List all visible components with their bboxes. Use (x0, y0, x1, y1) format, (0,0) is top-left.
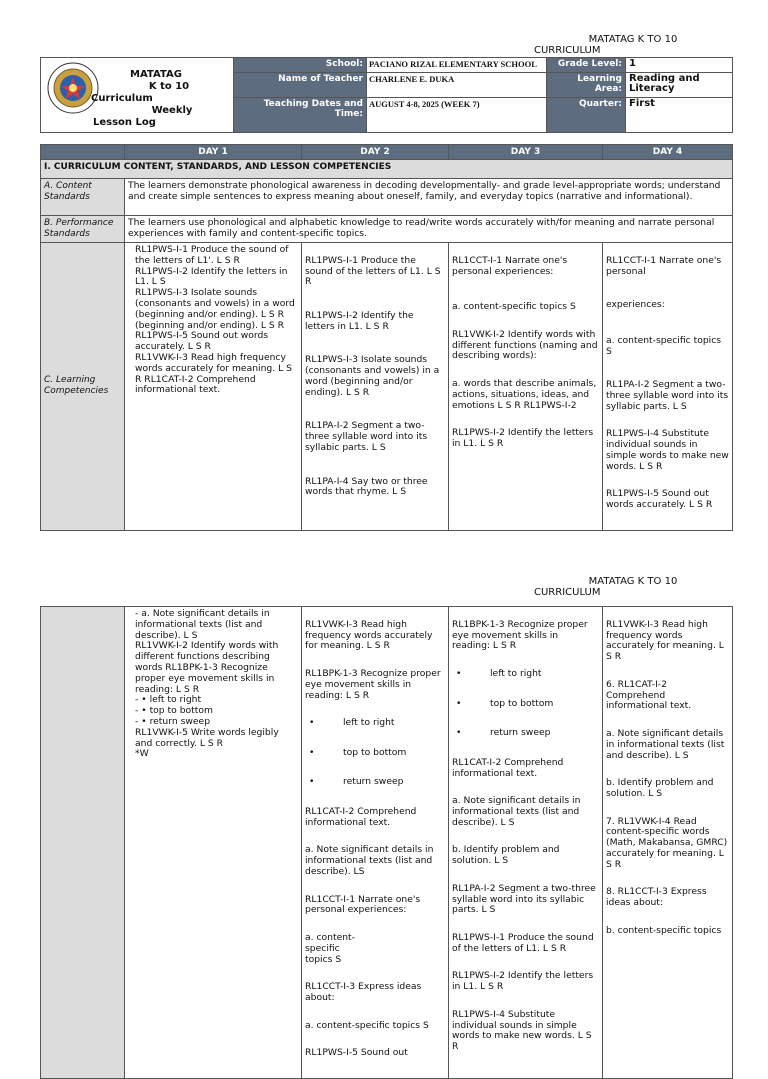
p2-day2-item: RL1CAT-I-2 Comprehend informational text. (305, 805, 417, 828)
learning-competencies-label: C. Learning Competencies (41, 243, 125, 531)
quarter-label: Quarter: (547, 97, 626, 132)
teacher-value: CHARLENE E. DUKA (367, 72, 547, 97)
dll-title-line4: Weekly (151, 105, 193, 116)
p2-day2-item: RL1VWK-I-3 Read high frequency words accurately for meaning. L S R (305, 618, 433, 652)
day-header-4: DAY 4 (603, 145, 733, 160)
p2-day2-item: a. content- specific topics S (305, 931, 355, 965)
comp-day2-item: RL1PWS-I-3 Isolate sounds (consonants and vowels) in a word (beginning and/or ending). L S R (305, 354, 440, 398)
p2-day2-item: RL1PWS-I-5 Sound out (305, 1047, 408, 1059)
comp-day4-item: RL1PWS-I-4 Substitute individual sounds in simple words to make new words. L S R (606, 428, 729, 472)
comp-day4-item: a. content-specific topics S (606, 334, 722, 357)
p2-day3-item: RL1CAT-I-2 Comprehend informational text. (452, 756, 564, 779)
page2-day2 (302, 607, 449, 1079)
comp-day2-item: RL1PA-I-2 Segment a two-three syllable word into its syllabic parts. L S (305, 420, 428, 453)
p2-day3-bullet: • return sweep (452, 728, 599, 739)
p2-day3-item: RL1PWS-I-4 Substitute individual sounds in simple words to make new words. L S R (452, 1008, 592, 1053)
p2-day2-item: a. content-specific topics S (305, 1019, 429, 1031)
school-value: PACIANO RIZAL ELEMENTARY SCHOOL (367, 58, 547, 73)
p2-day4-item: b. content-specific topics (606, 924, 722, 936)
p2-day3-item: RL1BPK-1-3 Recognize proper eye movement skills in reading: L S R (452, 618, 588, 652)
p2-day3-item: RL1PWS-I-1 Produce the sound of the letters of L1. L S R (452, 931, 594, 954)
curriculum-header-page2 (520, 576, 710, 598)
comp-day3-item: RL1PWS-I-2 Identify the letters in L1. L S R (452, 427, 594, 449)
comp-day2-item: RL1PWS-I-1 Produce the sound of the letters of L1. L S R (305, 254, 441, 288)
p2-day4-item: 6. RL1CAT-I-2 Comprehend informational text. (606, 678, 692, 712)
grade-value: 1 (626, 58, 733, 73)
competencies-table-page2 (40, 606, 733, 1079)
comp-day2-item: RL1PA-I-4 Say two or three words that rhyme. L S (305, 475, 428, 498)
day-header-1: DAY 1 (125, 145, 302, 160)
day-header-3: DAY 3 (449, 145, 603, 160)
page2-day3 (449, 607, 603, 1079)
p2-day4-item: 7. RL1VWK-I-4 Read content-specific words (Math, Makabansa, GMRC) accurately for meaning. L S R (606, 815, 728, 870)
page2-day1: - a. Note significant details in informational texts (list and describe). L S RL1VWK-I-2 Identify words with different functions describing words RL1BPK-1-3 Recognize proper eye movement skills in reading: L S R - • left to right - • top to bottom - • return sweep RL1VWK-I-5 Write words legibly and correctly. L S R *W (125, 607, 302, 1079)
competencies-table (40, 144, 733, 531)
p2-day3-item: a. Note significant details in informational texts (list and describe). L S (452, 795, 581, 828)
p2-day2-item: RL1BPK-1-3 Recognize proper eye movement skills in reading: L S R (305, 667, 441, 701)
p2-day2-item: a. Note significant details in informational texts (list and describe). LS (305, 844, 434, 877)
competencies-day4 (603, 243, 733, 531)
p2-day4-item: b. Identify problem and solution. L S (606, 777, 714, 799)
competencies-day2 (302, 243, 449, 531)
comp-day3-item: RL1VWK-I-2 Identify words with different functions (naming and describing words): (452, 328, 598, 362)
teacher-label: Name of Teacher (234, 72, 367, 97)
curriculum-title-line2: CURRICULUM (534, 587, 601, 598)
day-header-2: DAY 2 (302, 145, 449, 160)
p2-day2-bullet: • return sweep (305, 777, 445, 788)
competencies-day3 (449, 243, 603, 531)
curriculum-title-line2: CURRICULUM (534, 45, 601, 56)
dll-title-line1: MATATAG (130, 69, 182, 80)
school-label: School: (234, 58, 367, 73)
grade-label: Grade Level: (547, 58, 626, 73)
header-info-table (40, 57, 733, 133)
curriculum-title-line1: MATATAG K TO 10 (588, 34, 678, 45)
dates-label: Teaching Dates and Time: (234, 97, 367, 132)
curriculum-title-line1: MATATAG K TO 10 (588, 576, 678, 587)
p2-day3-item: b. Identify problem and solution. L S (452, 844, 560, 867)
competencies-day1: RL1PWS-I-1 Produce the sound of the letters of L1'. L S R RL1PWS-I-2 Identify the letters in L1. L S RL1PWS-I-3 Isolate sounds (consonants and vowels) in a word (beginning and/or ending). L S R (beginning and/or ending). L S R RL1PWS-I-5 Sound out words accurately. L S R RL1VWK-I-3 Read high frequency words accurately for meaning. L S R RL1CAT-I-2 Comprehend informational text. (125, 243, 302, 531)
comp-day4-item: experiences: (606, 299, 665, 311)
dll-title-line5: Lesson Log (93, 117, 156, 128)
p2-day2-bullet: • top to bottom (305, 748, 445, 759)
comp-day2-item: RL1PWS-I-2 Identify the letters in L1. L S R (305, 309, 414, 332)
area-value: Reading and Literacy (626, 72, 733, 97)
p2-day3-bullet: • top to bottom (452, 699, 599, 710)
p2-day3-item: RL1PA-I-2 Segment a two-three syllable word into its syllabic parts. L S (452, 882, 596, 916)
p2-day2-item: RL1CCT-I-3 Express ideas about: (305, 981, 422, 1003)
p2-day3-item: RL1PWS-I-2 Identify the letters in L1. L S R (452, 970, 594, 993)
day-header-blank (41, 145, 125, 160)
page2-label-cell (41, 607, 125, 1079)
dll-title-line3: Curriculum (91, 93, 153, 104)
p2-day4-item: 8. RL1CCT-I-3 Express ideas about: (606, 886, 707, 909)
comp-day4-item: RL1PA-I-2 Segment a two-three syllable word into its syllabic parts. L S (606, 379, 729, 412)
comp-day4-item: RL1CCT-I-1 Narrate one's personal (606, 254, 722, 277)
section1-title: I. CURRICULUM CONTENT, STANDARDS, AND LESSON COMPETENCIES (41, 160, 733, 179)
dll-title-cell (41, 58, 234, 133)
area-label: Learning Area: (547, 72, 626, 97)
quarter-value: First (626, 97, 733, 132)
dll-title-line2: K to 10 (148, 81, 190, 92)
p2-day4-item: a. Note significant details in informational texts (list and describe). L S (606, 727, 725, 761)
p2-day2-item: RL1CCT-I-1 Narrate one's personal experiences: (305, 893, 421, 916)
page2-day4 (603, 607, 733, 1079)
content-standards-text: The learners demonstrate phonological awareness in decoding developmentally- and grade level-appropriate words; understand and create simple sentences to express meaning about oneself, family, and everyday topics (narrative and informational). (125, 179, 733, 216)
content-standards-label: A. Content Standards (41, 179, 125, 216)
curriculum-header (520, 34, 710, 56)
comp-day3-item: a. words that describe animals, actions, situations, ideas, and emotions L S R RL1PWS-I-2 (452, 377, 597, 411)
performance-standards-label: B. Performance Standards (41, 216, 125, 243)
dates-value: AUGUST 4-8, 2025 (WEEK 7) (367, 97, 547, 132)
performance-standards-text: The learners use phonological and alphabetic knowledge to read/write words accurately with/for meaning and narrate personal experiences with family and content-specific topics. (125, 216, 733, 243)
p2-day4-item: RL1VWK-I-3 Read high frequency words accurately for meaning. L S R (606, 618, 724, 663)
comp-day4-item: RL1PWS-I-5 Sound out words accurately. L S R (606, 488, 713, 511)
p2-day3-bullet: • left to right (452, 669, 599, 680)
comp-day3-item: a. content-specific topics S (452, 301, 576, 313)
comp-day3-item: RL1CCT-I-1 Narrate one's personal experiences: (452, 254, 568, 277)
p2-day2-bullet: • left to right (305, 718, 445, 729)
